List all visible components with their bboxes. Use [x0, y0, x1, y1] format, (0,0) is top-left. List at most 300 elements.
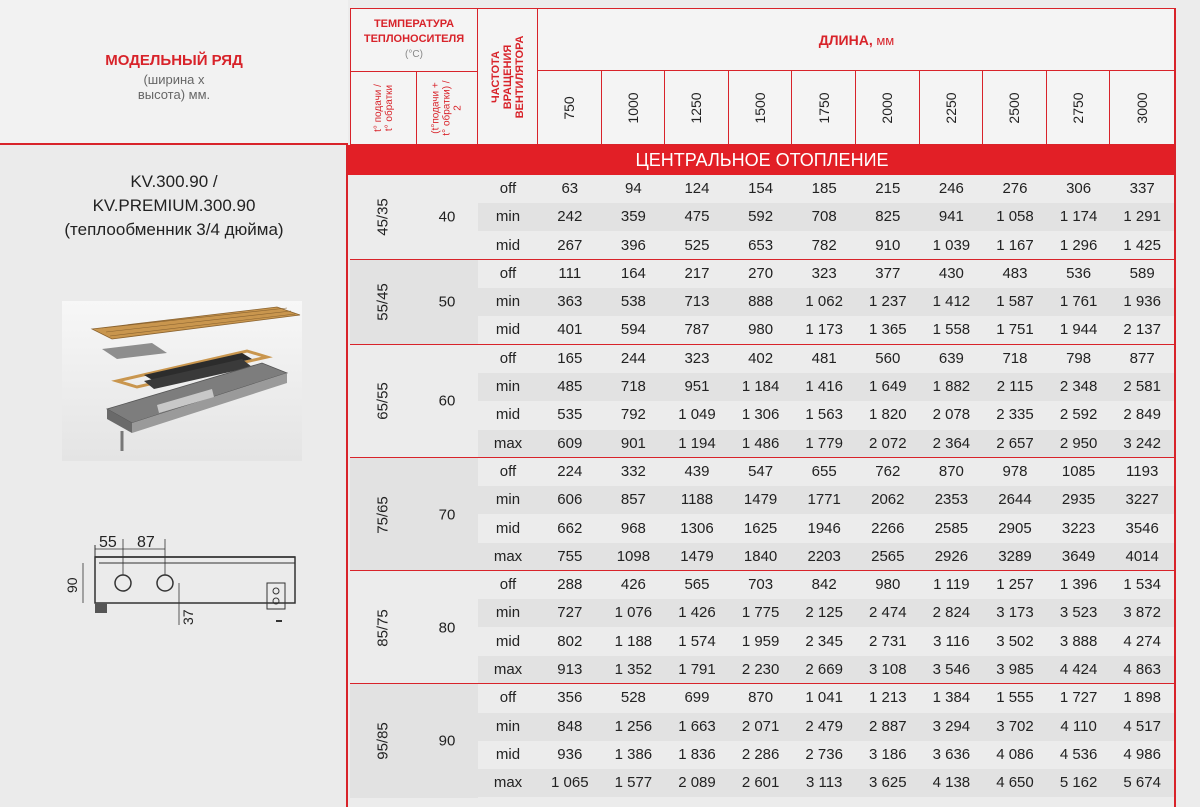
power-value: 3 113	[805, 774, 843, 792]
power-value: 3 636	[932, 745, 971, 763]
power-value: 2 479	[805, 717, 843, 735]
power-value: 2 125	[805, 604, 843, 622]
power-value: 848	[557, 717, 583, 735]
power-value: 1 365	[869, 321, 907, 339]
power-value: 2 089	[678, 774, 716, 792]
table-row	[478, 571, 1174, 599]
power-value: 538	[620, 293, 646, 311]
average-temp-value: 50	[438, 293, 456, 311]
power-value: 337	[1129, 180, 1155, 197]
power-value: 1 256	[614, 717, 653, 735]
fan-mode: off	[499, 463, 517, 480]
power-value: 1 386	[614, 745, 653, 763]
power-value: 111	[558, 264, 582, 282]
power-value: 1 041	[805, 689, 843, 707]
power-value: 547	[748, 463, 774, 480]
power-value: 1 791	[678, 661, 716, 679]
power-value: 3 985	[996, 661, 1034, 679]
model-line-3: (теплообменник 3/4 дюйма)	[64, 220, 284, 239]
power-value: 653	[748, 236, 774, 254]
power-value: 63	[561, 180, 579, 197]
table-row	[478, 232, 1174, 260]
power-value: 1 076	[614, 604, 653, 622]
power-value: 430	[938, 264, 964, 282]
length-value: 2250	[942, 92, 959, 124]
table-row	[478, 288, 1174, 316]
power-value: 242	[557, 208, 583, 226]
fan-l2: ВРАЩЕНИЯ	[501, 44, 514, 109]
power-value: 1 936	[1123, 293, 1161, 311]
power-value: 2 669	[805, 661, 843, 679]
power-value: 276	[1002, 180, 1028, 197]
power-value: 483	[1002, 264, 1028, 282]
power-value: 2935	[1061, 491, 1096, 509]
power-value: 609	[557, 434, 583, 452]
length-col-header	[983, 71, 1047, 145]
length-col-header	[729, 71, 793, 145]
fan-mode: min	[495, 293, 521, 311]
supply-return-temp	[350, 175, 416, 260]
power-value: 1 775	[741, 604, 780, 622]
power-value: 396	[620, 236, 646, 254]
power-value: 2644	[998, 491, 1032, 509]
supply-return-value: 55/45	[374, 283, 392, 322]
power-value: 2 364	[932, 434, 971, 452]
power-value: 592	[748, 208, 774, 226]
power-value: 217	[684, 264, 710, 282]
temperature-title	[351, 9, 477, 71]
power-value: 270	[748, 264, 774, 282]
model-sub-1: (ширина х	[143, 72, 205, 87]
fan-mode: max	[493, 774, 523, 792]
power-value: 655	[811, 463, 837, 480]
power-value: 2 345	[805, 632, 843, 650]
power-value: 941	[938, 208, 964, 226]
power-value: 3 523	[1059, 604, 1098, 622]
length-header	[538, 8, 1176, 145]
power-value: 1 761	[1059, 293, 1098, 311]
average-temp	[416, 684, 478, 797]
power-value: 3 502	[996, 632, 1034, 650]
power-value: 589	[1129, 264, 1155, 282]
power-value: 1193	[1126, 463, 1159, 480]
power-value: 968	[620, 519, 646, 537]
power-value: 703	[748, 576, 774, 594]
product-image	[62, 301, 302, 461]
power-value: 1 486	[741, 434, 780, 452]
length-title-text: ДЛИНА,	[818, 32, 873, 48]
power-value: 3 625	[869, 774, 907, 792]
temperature-group	[350, 260, 1174, 345]
power-value: 3 294	[932, 717, 971, 735]
model-sub-2: высота) мм.	[137, 87, 211, 102]
convector-illustration	[62, 301, 302, 461]
power-value: 2353	[934, 491, 969, 509]
table-row	[478, 458, 1174, 486]
power-value: 164	[620, 264, 646, 282]
power-value: 1 058	[996, 208, 1034, 226]
power-value: 825	[875, 208, 901, 226]
power-value: 2 950	[1059, 434, 1098, 452]
length-value: 3000	[1134, 92, 1151, 124]
length-col-header	[792, 71, 856, 145]
power-value: 1 534	[1123, 576, 1161, 594]
dim-90: 90	[64, 577, 80, 593]
power-value: 1188	[680, 491, 714, 509]
power-value: 877	[1129, 349, 1155, 367]
power-value: 2905	[998, 519, 1032, 537]
average-temp	[416, 458, 478, 571]
length-col-header	[665, 71, 729, 145]
supply-return-value: 45/35	[374, 198, 392, 237]
supply-return-value: 75/65	[374, 495, 392, 534]
supply-return-value: 95/85	[374, 722, 392, 760]
power-value: 1 173	[805, 321, 843, 339]
table-row	[478, 713, 1174, 741]
length-col-header	[1110, 71, 1174, 145]
power-value: 481	[811, 349, 837, 367]
power-value: 2 348	[1059, 378, 1098, 396]
power-value: 1479	[680, 547, 714, 565]
table-row	[478, 628, 1174, 656]
length-value: 1750	[815, 92, 832, 124]
table-row	[478, 316, 1174, 344]
power-value: 1 649	[869, 378, 907, 396]
power-value: 2 286	[741, 745, 780, 763]
power-value: 165	[557, 349, 583, 367]
power-value: 244	[620, 349, 646, 367]
table-row	[478, 203, 1174, 231]
power-value: 2 230	[741, 661, 780, 679]
power-value: 224	[557, 463, 583, 480]
power-value: 798	[1066, 349, 1092, 367]
power-value: 3 173	[996, 604, 1034, 622]
power-value: 1 237	[869, 293, 907, 311]
table-row	[478, 401, 1174, 429]
power-value: 3 872	[1123, 604, 1161, 622]
fan-mode: mid	[495, 406, 521, 424]
temp-title-1: ТЕМПЕРАТУРА	[373, 18, 455, 30]
length-col-header	[602, 71, 666, 145]
supply-return-temp	[350, 345, 416, 458]
power-value: 288	[557, 576, 583, 594]
power-value: 4 863	[1123, 661, 1161, 679]
table-row	[478, 486, 1174, 514]
power-value: 1 574	[678, 632, 716, 650]
temperature-group	[350, 684, 1174, 797]
power-value: 1 065	[551, 774, 589, 792]
power-value: 2203	[807, 547, 841, 565]
power-value: 2 335	[996, 406, 1034, 424]
length-value: 2000	[879, 92, 896, 124]
fan-mode: mid	[495, 321, 521, 339]
power-value: 332	[620, 463, 646, 480]
dim-37: 37	[180, 609, 196, 625]
power-value: 1 425	[1123, 236, 1161, 254]
power-value: 154	[748, 180, 774, 197]
power-value: 2 736	[805, 745, 843, 763]
model-line-2: KV.PREMIUM.300.90	[92, 196, 256, 215]
power-value: 2 581	[1123, 378, 1161, 396]
power-value: 782	[811, 236, 837, 254]
model-series-title: МОДЕЛЬНЫЙ РЯД	[105, 52, 243, 69]
power-value: 185	[811, 180, 837, 197]
model-line-1: KV.300.90 /	[130, 172, 218, 191]
temperature-group	[350, 458, 1174, 571]
power-value: 910	[875, 236, 901, 254]
power-value: 662	[557, 519, 583, 537]
power-value: 525	[684, 236, 710, 254]
table-row	[478, 741, 1174, 769]
power-value: 606	[557, 491, 583, 509]
fan-mode: max	[493, 434, 523, 452]
power-value: 377	[875, 264, 901, 282]
length-value: 1000	[624, 92, 641, 124]
central-heating-banner: ЦЕНТРАЛЬНОЕ ОТОПЛЕНИЕ	[348, 145, 1176, 175]
power-value: 2 887	[869, 717, 907, 735]
power-value: 2 137	[1123, 321, 1161, 339]
power-value: 4 086	[996, 745, 1034, 763]
power-value: 699	[684, 689, 710, 707]
fan-mode: max	[493, 547, 523, 565]
power-value: 1 836	[678, 745, 716, 763]
average-temp-col-header	[417, 71, 477, 144]
power-value: 1840	[743, 547, 778, 565]
dim-87: 87	[137, 534, 155, 551]
power-value: 1085	[1061, 463, 1096, 480]
power-value: 1 167	[996, 236, 1034, 254]
temp-col2-l2: t° обратки) /	[441, 80, 453, 136]
power-value: 936	[557, 745, 583, 763]
power-value: 978	[1002, 463, 1028, 480]
power-value: 3 242	[1123, 434, 1161, 452]
power-value: 323	[811, 264, 837, 282]
table-row	[478, 684, 1174, 712]
power-value: 306	[1066, 180, 1092, 197]
power-value: 94	[625, 180, 642, 197]
power-value: 980	[748, 321, 774, 339]
fan-mode: min	[495, 604, 521, 622]
power-value: 439	[684, 463, 710, 480]
power-value: 1 188	[614, 632, 653, 650]
power-value: 356	[557, 689, 583, 707]
length-value: 750	[561, 96, 578, 120]
power-value: 3289	[998, 547, 1032, 565]
power-value: 124	[684, 180, 710, 197]
fan-mode: mid	[495, 236, 521, 254]
table-row	[478, 769, 1174, 797]
power-value: 1 820	[869, 406, 907, 424]
power-value: 363	[557, 293, 583, 311]
length-col-header	[856, 71, 920, 145]
power-value: 323	[684, 349, 710, 367]
table-row	[478, 175, 1174, 203]
power-value: 5 162	[1059, 774, 1098, 792]
average-temp	[416, 571, 478, 684]
fan-mode: off	[499, 689, 517, 707]
power-value: 4 274	[1123, 632, 1161, 650]
fan-l3: ВЕНТИЛЯТОРА	[513, 35, 526, 118]
power-value: 3 702	[996, 717, 1034, 735]
power-value: 426	[620, 576, 646, 594]
power-value: 713	[684, 293, 710, 311]
fan-mode: off	[499, 264, 517, 282]
power-value: 4014	[1125, 547, 1159, 565]
power-value: 4 110	[1060, 717, 1097, 735]
power-value: 2 072	[869, 434, 907, 452]
power-value: 1 426	[678, 604, 716, 622]
power-value: 267	[557, 236, 583, 254]
power-value: 2565	[871, 547, 905, 565]
power-value: 1 563	[805, 406, 843, 424]
dimension-drawing	[55, 525, 315, 645]
supply-return-temp	[350, 458, 416, 571]
power-value: 3 108	[869, 661, 907, 679]
power-value: 2 115	[996, 378, 1034, 396]
fan-mode: mid	[495, 745, 521, 763]
temp-title-2: ТЕПЛОНОСИТЕЛЯ	[363, 33, 465, 45]
power-value: 4 517	[1123, 717, 1161, 735]
power-value: 1 291	[1123, 208, 1161, 226]
power-value: 870	[938, 463, 964, 480]
power-value: 246	[938, 180, 964, 197]
temperature-group	[350, 175, 1174, 260]
power-value: 3 888	[1059, 632, 1098, 650]
power-value: 870	[748, 689, 774, 707]
power-value: 2 071	[741, 717, 780, 735]
power-value: 1 663	[678, 717, 716, 735]
power-value: 2 824	[932, 604, 971, 622]
temp-col2-l1: (t°подачи +	[430, 82, 442, 134]
power-value: 3546	[1125, 519, 1159, 537]
table-row	[478, 430, 1174, 458]
power-value: 3 186	[869, 745, 907, 763]
power-value: 2585	[934, 519, 969, 537]
model-series-header	[0, 0, 348, 145]
model-series-subtitle	[0, 72, 348, 102]
power-value: 1 257	[996, 576, 1034, 594]
power-value: 475	[684, 208, 710, 226]
power-value: 792	[620, 406, 646, 424]
fan-mode: mid	[495, 519, 521, 537]
cross-section-svg	[55, 525, 315, 645]
average-temp	[416, 260, 478, 345]
power-value: 2 657	[996, 434, 1034, 452]
power-value: 727	[557, 604, 583, 622]
table-row	[478, 345, 1174, 373]
average-temp-value: 80	[438, 619, 456, 637]
table-row	[478, 543, 1174, 571]
power-value: 4 424	[1059, 661, 1098, 679]
power-value: 565	[684, 576, 710, 594]
power-value: 1 779	[805, 434, 843, 452]
length-col-header	[920, 71, 984, 145]
fan-l1: ЧАСТОТА	[489, 50, 502, 103]
power-value: 1 296	[1059, 236, 1098, 254]
power-value: 1 062	[805, 293, 843, 311]
power-value: 1 416	[805, 378, 843, 396]
power-value: 4 986	[1123, 745, 1161, 763]
average-temp-value: 90	[438, 732, 456, 750]
supply-return-temp	[350, 571, 416, 684]
power-value: 1 555	[996, 689, 1034, 707]
power-value: 359	[620, 208, 646, 226]
average-temp-value: 60	[438, 392, 456, 410]
power-value: 1 049	[678, 406, 716, 424]
length-unit: мм	[872, 33, 895, 48]
average-temp-value: 70	[438, 506, 456, 524]
supply-return-value: 65/55	[374, 382, 392, 421]
temp-col1-l2: t° обратки	[383, 84, 395, 132]
fan-mode: mid	[495, 632, 521, 650]
power-value: 1625	[743, 519, 778, 537]
power-value: 1 039	[932, 236, 971, 254]
power-value: 485	[557, 378, 583, 396]
power-value: 536	[1066, 264, 1092, 282]
table-row	[478, 656, 1174, 684]
power-value: 594	[620, 321, 646, 339]
length-title	[538, 9, 1175, 71]
power-value: 913	[557, 661, 583, 679]
temperature-group	[350, 571, 1174, 684]
fan-mode: off	[499, 180, 517, 197]
power-value: 4 536	[1059, 745, 1098, 763]
power-value: 1098	[616, 547, 651, 565]
power-value: 1 119	[933, 576, 970, 594]
power-value: 1 577	[614, 774, 653, 792]
fan-mode: off	[499, 349, 517, 367]
power-value: 857	[620, 491, 646, 509]
power-value: 1 184	[741, 378, 780, 396]
average-temp	[416, 345, 478, 458]
power-value: 5 674	[1123, 774, 1161, 792]
length-value: 1250	[688, 92, 705, 124]
power-value: 2 592	[1059, 406, 1098, 424]
supply-return-col-header	[351, 71, 417, 144]
power-value: 802	[557, 632, 583, 650]
table-right-border	[1174, 8, 1176, 807]
power-value: 1771	[807, 491, 841, 509]
power-value: 718	[1002, 349, 1028, 367]
fan-mode: min	[495, 208, 521, 226]
power-value: 560	[875, 349, 901, 367]
power-value: 787	[684, 321, 710, 339]
fan-mode: off	[499, 576, 517, 594]
fan-mode: max	[493, 661, 523, 679]
temp-col1-l1: t° подачи /	[372, 84, 384, 132]
power-value: 1 587	[996, 293, 1034, 311]
power-value: 842	[811, 576, 837, 594]
length-col-header	[538, 71, 602, 145]
fan-mode: min	[495, 378, 521, 396]
power-value: 1 396	[1059, 576, 1098, 594]
power-value: 639	[938, 349, 964, 367]
power-value: 755	[557, 547, 583, 565]
power-value: 1946	[807, 519, 841, 537]
power-value: 1 352	[614, 661, 653, 679]
power-value: 3649	[1061, 547, 1096, 565]
power-value: 1 558	[932, 321, 971, 339]
power-value: 980	[875, 576, 901, 594]
power-value: 2062	[871, 491, 905, 509]
power-value: 3 546	[932, 661, 971, 679]
power-value: 3227	[1125, 491, 1159, 509]
power-value: 1 306	[741, 406, 780, 424]
fan-speed-header	[478, 8, 538, 145]
power-value: 4 138	[932, 774, 971, 792]
power-value: 215	[875, 180, 901, 197]
power-value: 708	[811, 208, 837, 226]
